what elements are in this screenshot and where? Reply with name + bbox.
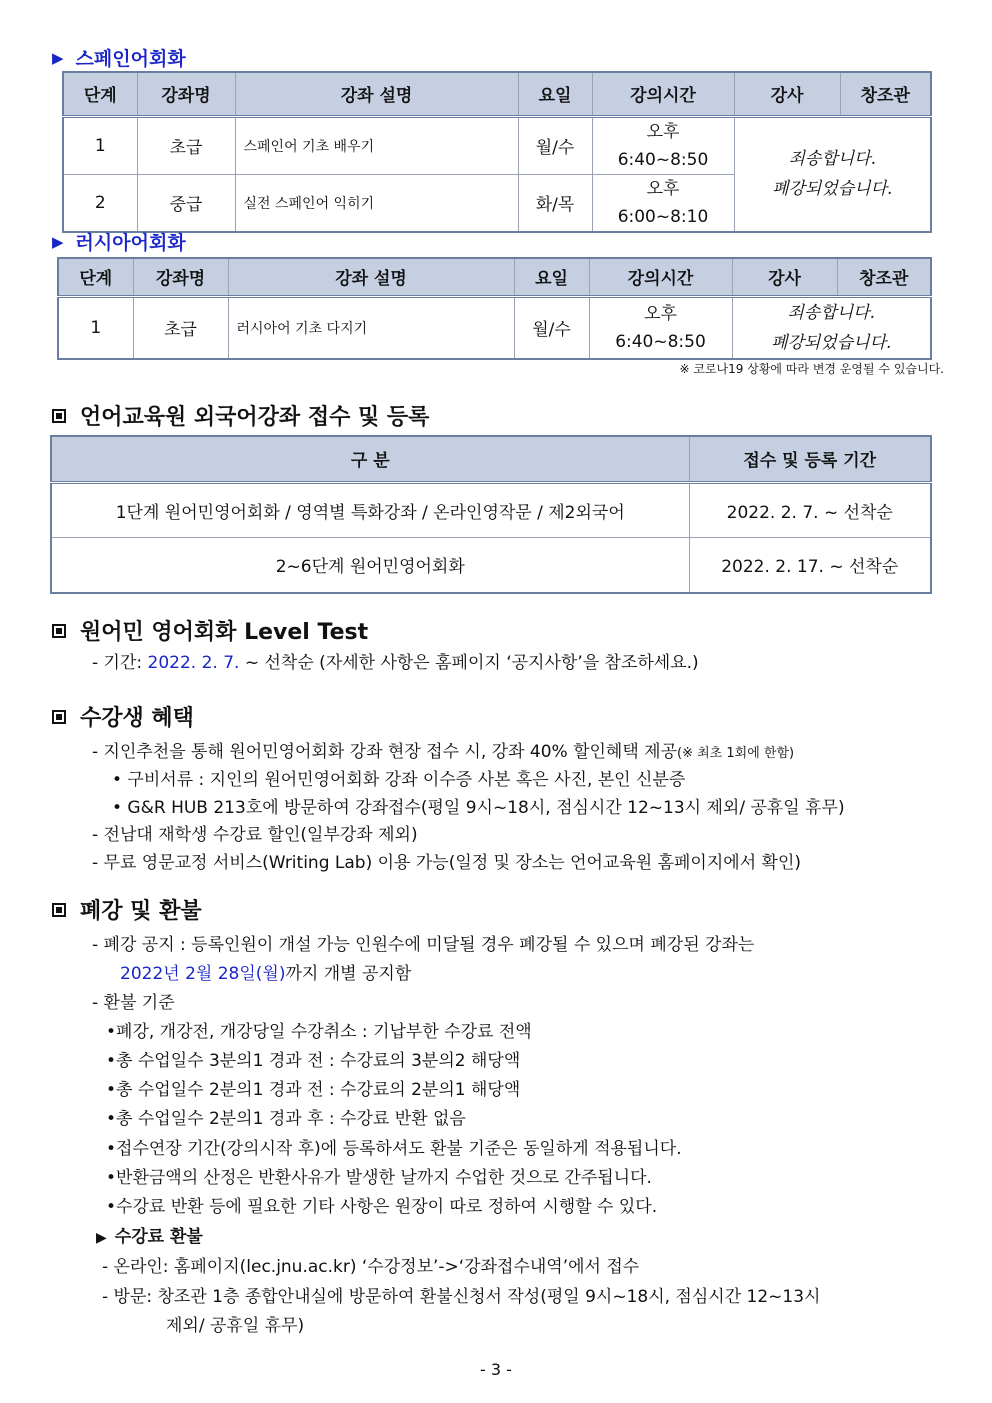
description-cell: 실전 스페인어 익히기 — [235, 174, 518, 232]
time-range: 6:40~8:50 — [617, 149, 709, 170]
spanish-title-text: 스페인어회화 — [75, 48, 186, 70]
category-cell: 2~6단계 원어민영어회화 — [51, 537, 689, 593]
refund-heading — [52, 894, 202, 925]
refund-criteria: - 환불 기준 — [92, 993, 175, 1013]
header-course-name: 강좌명 — [133, 258, 228, 296]
period-cell: 2022. 2. 17. ~ 선착순 — [689, 537, 931, 593]
table-row — [63, 116, 931, 174]
refund-item: •접수연장 기간(강의시작 후)에 등록하셔도 환불 기준은 동일하게 적용됩니다. — [106, 1139, 682, 1159]
refund-notice-date: 2022년 2월 28일(월) — [120, 964, 286, 984]
days-cell: 월/수 — [514, 296, 589, 359]
russian-title-text: 러시아어회화 — [75, 232, 186, 254]
cancel-line-2: 폐강되었습니다. — [771, 332, 892, 353]
time-label: 오후 — [646, 178, 680, 199]
refund-title: 폐강 및 환불 — [80, 899, 202, 924]
spanish-table — [62, 71, 932, 233]
table-row — [51, 537, 931, 593]
registration-heading — [52, 400, 429, 431]
table-row — [51, 482, 931, 537]
course-name-cell: 초급 — [137, 116, 235, 174]
registration-title: 언어교육원 외국어강좌 접수 및 등록 — [80, 405, 430, 430]
refund-item: •수강료 반환 등에 필요한 기타 사항은 원장이 따로 정하여 시행할 수 있다. — [106, 1197, 658, 1217]
header-category: 구 분 — [51, 436, 689, 482]
days-cell: 화/목 — [518, 174, 592, 232]
benefit-line-1 — [92, 737, 794, 762]
triangle-right-icon: ▶ — [96, 1230, 107, 1246]
refund-notice-2 — [120, 959, 411, 984]
header-description: 강좌 설명 — [235, 72, 518, 116]
refund-visit-1: - 방문: 창조관 1층 종합안내실에 방문하여 환불신청서 작성(평일 9시~18시, 점심시간 12~13시 — [102, 1287, 821, 1307]
refund-notice-1: - 폐강 공지 : 등록인원이 개설 가능 인원수에 미달될 경우 폐강될 수 있으며 폐강된 강좌는 — [92, 935, 755, 955]
square-bullet-icon — [52, 710, 66, 724]
square-bullet-icon — [52, 624, 66, 638]
refund-item: •폐강, 개강전, 개강당일 수강취소 : 기납부한 수강료 전액 — [106, 1022, 532, 1042]
benefits-title: 수강생 혜택 — [80, 706, 194, 731]
covid-note: ※ 코로나19 상황에 따라 변경 운영될 수 있습니다. — [679, 362, 944, 376]
level-cell: 1 — [58, 296, 133, 359]
cancelled-notice — [734, 116, 931, 232]
header-room: 창조관 — [837, 258, 931, 296]
header-instructor: 강사 — [732, 258, 837, 296]
header-days: 요일 — [518, 72, 592, 116]
time-cell — [592, 116, 734, 174]
header-time: 강의시간 — [589, 258, 732, 296]
time-cell — [592, 174, 734, 232]
header-course-name: 강좌명 — [137, 72, 235, 116]
level-test-prefix: - 기간: — [92, 653, 148, 673]
level-test-title: 원어민 영어회화 Level Test — [80, 620, 369, 645]
header-days: 요일 — [514, 258, 589, 296]
cancelled-notice — [732, 296, 931, 359]
benefit-line-3: • G&R HUB 213호에 방문하여 강좌접수(평일 9시~18시, 점심시간 12~13시 제외/ 공휴일 휴무) — [112, 798, 845, 818]
time-label: 오후 — [646, 121, 680, 142]
period-cell: 2022. 2. 7. ~ 선착순 — [689, 482, 931, 537]
level-test-date: 2022. 2. 7. — [147, 653, 240, 673]
time-range: 6:40~8:50 — [615, 331, 706, 352]
level-cell: 1 — [63, 116, 137, 174]
time-range: 6:00~8:10 — [617, 206, 709, 227]
russian-table — [57, 257, 932, 360]
registration-table — [50, 435, 932, 594]
header-level: 단계 — [58, 258, 133, 296]
benefit-line-4: - 전남대 재학생 수강료 할인(일부강좌 제외) — [92, 825, 418, 845]
refund-item: •총 수업일수 2분의1 경과 후 : 수강료 반환 없음 — [106, 1109, 466, 1129]
header-time: 강의시간 — [592, 72, 734, 116]
cancel-line-1: 죄송합니다. — [787, 302, 875, 323]
level-test-heading — [52, 615, 368, 646]
refund-online: - 온라인: 홈페이지(lec.jnu.ac.kr) ‘수강정보’->‘강좌접수내역’에서 접수 — [102, 1257, 640, 1277]
russian-section-title — [52, 228, 186, 255]
course-name-cell: 초급 — [133, 296, 228, 359]
level-test-period — [92, 648, 699, 673]
level-cell: 2 — [63, 174, 137, 232]
square-bullet-icon — [52, 409, 66, 423]
benefit-line-5: - 무료 영문교정 서비스(Writing Lab) 이용 가능(일정 및 장소는 언어교육원 홈페이지에서 확인) — [92, 853, 801, 873]
description-cell: 러시아어 기초 다지기 — [228, 296, 514, 359]
refund-item: •반환금액의 산정은 반환사유가 발생한 날까지 수업한 것으로 간주됩니다. — [106, 1168, 652, 1188]
course-name-cell: 중급 — [137, 174, 235, 232]
table-row — [58, 296, 931, 359]
benefits-heading — [52, 701, 194, 732]
refund-visit-2: 제외/ 공휴일 휴무) — [166, 1316, 305, 1336]
header-description: 강좌 설명 — [228, 258, 514, 296]
header-instructor: 강사 — [734, 72, 840, 116]
triangle-right-icon: ▶ — [52, 48, 64, 67]
header-period: 접수 및 등록 기간 — [689, 436, 931, 482]
header-room: 창조관 — [840, 72, 931, 116]
benefit-note: (※ 최초 1회에 한함) — [677, 746, 795, 761]
refund-sub-heading — [96, 1222, 203, 1247]
refund-notice-rest: 까지 개별 공지함 — [285, 964, 412, 984]
triangle-right-icon: ▶ — [52, 232, 64, 251]
description-cell: 스페인어 기초 배우기 — [235, 116, 518, 174]
benefit-line-2: • 구비서류 : 지인의 원어민영어회화 강좌 이수증 사본 혹은 사진, 본인 신분증 — [112, 770, 686, 790]
page-number: - 3 - — [480, 1360, 512, 1379]
benefit-text: - 지인추천을 통해 원어민영어회화 강좌 현장 접수 시, 강좌 40% 할인혜택 제공 — [92, 742, 678, 762]
category-cell: 1단계 원어민영어회화 / 영역별 특화강좌 / 온라인영작문 / 제2외국어 — [51, 482, 689, 537]
square-bullet-icon — [52, 903, 66, 917]
spanish-section-title — [52, 44, 186, 71]
cancel-line-1: 죄송합니다. — [788, 149, 876, 169]
header-level: 단계 — [63, 72, 137, 116]
refund-sub-title: 수강료 환불 — [114, 1227, 203, 1247]
refund-item: •총 수업일수 2분의1 경과 전 : 수강료의 2분의1 해당액 — [106, 1080, 521, 1100]
cancel-line-2: 폐강되었습니다. — [772, 179, 893, 199]
time-cell — [589, 296, 732, 359]
days-cell: 월/수 — [518, 116, 592, 174]
refund-item: •총 수업일수 3분의1 경과 전 : 수강료의 3분의2 해당액 — [106, 1051, 521, 1071]
time-label: 오후 — [644, 303, 677, 324]
level-test-rest: ~ 선착순 (자세한 사항은 홈페이지 ‘공지사항’을 참조하세요.) — [239, 653, 699, 673]
